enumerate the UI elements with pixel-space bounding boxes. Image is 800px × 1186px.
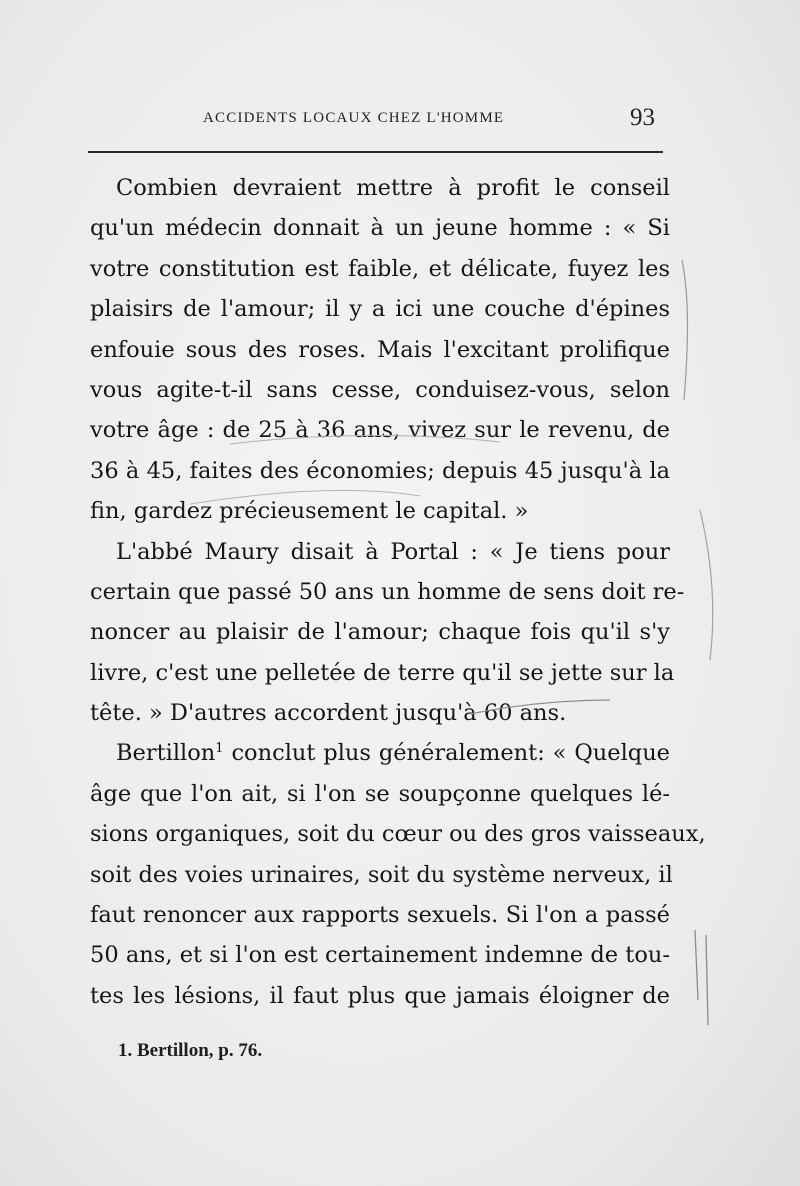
header-rule bbox=[88, 151, 663, 153]
text-line: vous agite-t-il sans cesse, conduisez-vous, selon bbox=[90, 376, 670, 403]
text-span: Bertillon bbox=[116, 740, 216, 767]
text-line: fin, gardez précieusement le capital. » bbox=[90, 498, 529, 525]
body-text bbox=[90, 168, 706, 1016]
text-line: sions organiques, soit du cœur ou des gros vaisseaux, bbox=[90, 821, 706, 848]
text-line: tes les lésions, il faut plus que jamais éloigner de bbox=[90, 982, 670, 1009]
text-line: faut renoncer aux rapports sexuels. Si l'on a passé bbox=[90, 902, 670, 929]
text-line: 50 ans, et si l'on est certainement indemne de tou- bbox=[90, 942, 670, 969]
text-line: votre constitution est faible, et délicate, fuyez les bbox=[90, 255, 670, 282]
text-line: âge que l'on ait, si l'on se soupçonne quelques lé- bbox=[90, 780, 670, 807]
text-line: votre âge : de 25 à 36 ans, vivez sur le revenu, de bbox=[90, 417, 670, 444]
footnote-reference: 1 bbox=[215, 741, 224, 757]
text-line: enfouie sous des roses. Mais l'excitant prolifique bbox=[90, 336, 670, 363]
page-header bbox=[88, 104, 663, 134]
text-line: L'abbé Maury disait à Portal : « Je tiens pour bbox=[116, 538, 670, 565]
text-line: certain que passé 50 ans un homme de sens doit re- bbox=[90, 578, 685, 605]
footnote: 1. Bertillon, p. 76. bbox=[118, 1040, 263, 1061]
text-line: livre, c'est une pelletée de terre qu'il se jette sur la bbox=[90, 659, 675, 686]
pencil-margin-marks bbox=[660, 240, 740, 1040]
text-line: 36 à 45, faites des économies; depuis 45 jusqu'à la bbox=[90, 457, 670, 484]
text-line: plaisirs de l'amour; il y a ici une couche d'épines bbox=[90, 296, 670, 323]
text-line: Combien devraient mettre à profit le conseil bbox=[116, 175, 670, 201]
text-line: tête. » D'autres accordent jusqu'à 60 ans. bbox=[90, 700, 567, 727]
text-line: noncer au plaisir de l'amour; chaque fois qu'il s'y bbox=[90, 619, 670, 646]
page-number: 93 bbox=[630, 104, 655, 131]
text-span: conclut plus généralement: « Quelque bbox=[223, 740, 670, 767]
text-line: qu'un médecin donnait à un jeune homme : « Si bbox=[90, 215, 670, 242]
text-line bbox=[90, 733, 670, 773]
text-line: soit des voies urinaires, soit du système nerveux, il bbox=[90, 861, 673, 888]
running-head: ACCIDENTS LOCAUX CHEZ L'HOMME bbox=[203, 110, 505, 126]
